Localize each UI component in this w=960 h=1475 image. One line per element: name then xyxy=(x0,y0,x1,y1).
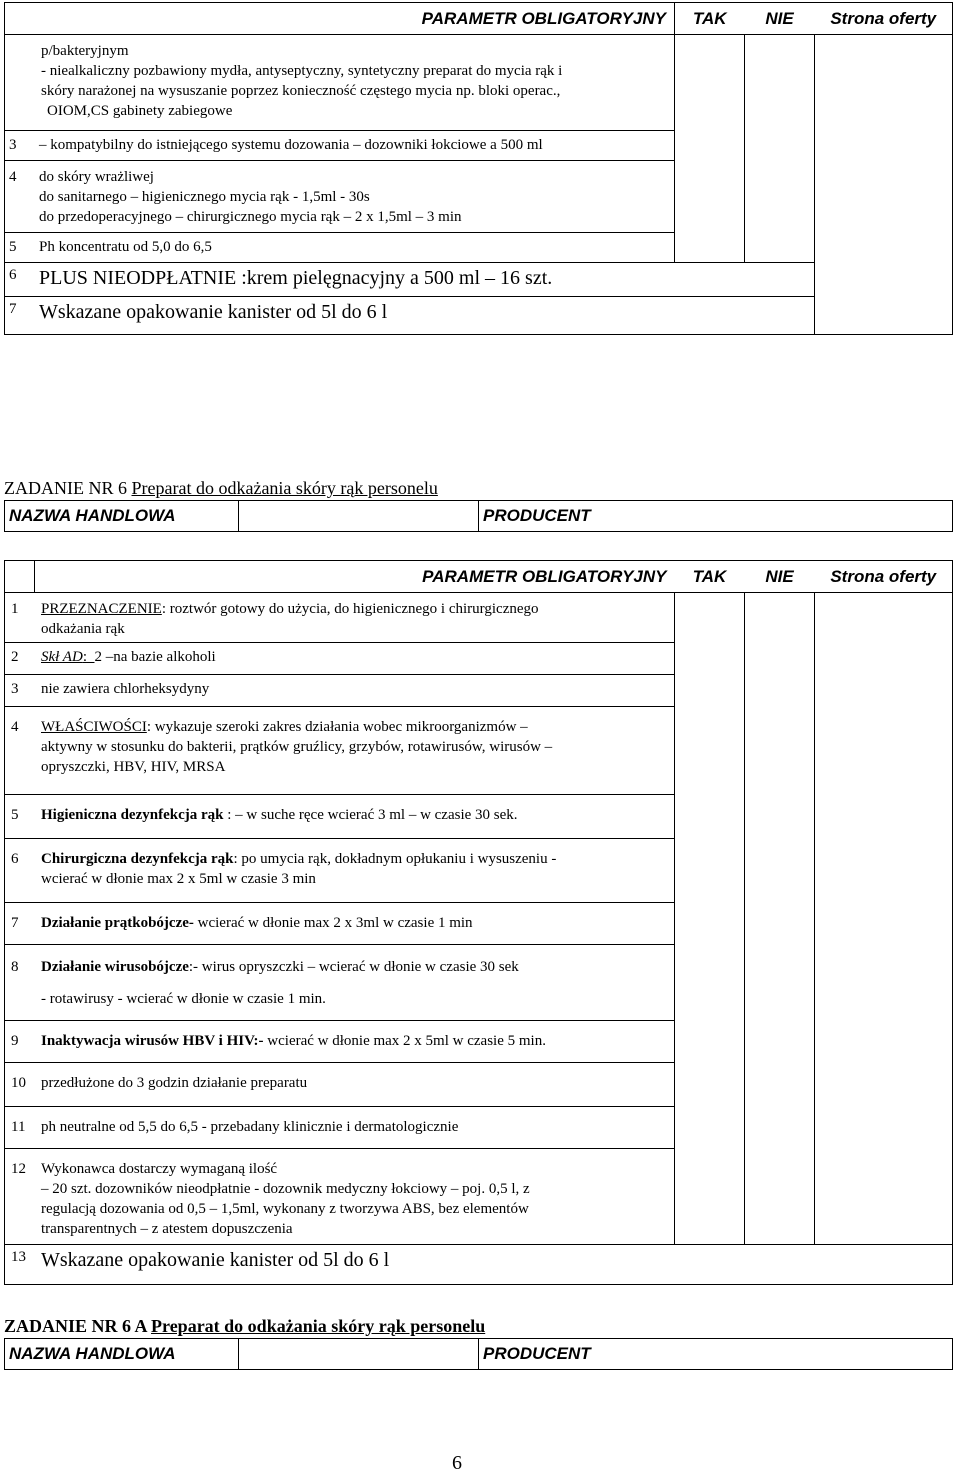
tak-cell xyxy=(675,593,745,1245)
strona-cell xyxy=(815,593,953,1245)
row-label: Chirurgiczna dezynfekcja rąk xyxy=(41,851,234,867)
row-text-line: transparentnych – z atestem dopuszczenia xyxy=(41,1221,293,1237)
header-tak: TAK xyxy=(675,3,745,35)
row-number: 5 xyxy=(9,239,17,255)
row-label: Działanie prątkobójcze- xyxy=(41,915,194,931)
table-2 xyxy=(4,560,953,1285)
cont-line-2: - niealkaliczny pozbawiony mydła, antyseptyczny, syntetyczny preparat do mycia rąk i xyxy=(41,63,563,79)
table-row xyxy=(5,643,675,675)
table-row xyxy=(5,675,675,707)
header-param xyxy=(35,561,675,593)
row-number: 4 xyxy=(9,169,17,185)
row-text-line: odkażania rąk xyxy=(41,621,125,637)
task-6a-name-table xyxy=(4,1338,953,1370)
header-nie: NIE xyxy=(745,3,815,35)
row-text-line: opryszczki, HBV, HIV, MRSA xyxy=(41,759,226,775)
table-row xyxy=(5,593,675,643)
trade-name-value[interactable] xyxy=(239,501,479,532)
strona-cell xyxy=(815,35,953,335)
task-6a-title-prefix: ZADANIE NR 6 A xyxy=(4,1316,152,1336)
task-6-title xyxy=(4,478,438,499)
row-number: 9 xyxy=(11,1033,19,1049)
table-row xyxy=(5,131,675,161)
row-text: : po umycia rąk, dokładnym opłukaniu i wysuszeniu - xyxy=(233,851,557,867)
nie-cell xyxy=(745,593,815,1245)
row-number: 2 xyxy=(11,649,19,665)
page-number: 6 xyxy=(452,1452,462,1474)
row-text-line: aktywny w stosunku do bakterii, prątków gruźlicy, grzybów, rotawirusów, wirusów – xyxy=(41,739,553,755)
row-text: ph neutralne od 5,5 do 6,5 - przebadany klinicznie i dermatologicznie xyxy=(41,1119,459,1135)
row-number: 1 xyxy=(11,601,19,617)
row-text-line: do skóry wrażliwej xyxy=(39,169,154,185)
row-text: : roztwór gotowy do użycia, do higienicznego i chirurgicznego xyxy=(161,601,539,617)
row-number: 12 xyxy=(11,1161,26,1177)
row-number: 5 xyxy=(11,807,19,823)
row-text-line: - rotawirusy - wcierać w dłonie w czasie 1 min. xyxy=(41,991,326,1007)
table-row xyxy=(5,1063,675,1107)
header-strona: Strona oferty xyxy=(815,3,953,35)
header-param-label: PARAMETR OBLIGATORYJNY xyxy=(421,8,666,28)
header-strona: Strona oferty xyxy=(815,561,953,593)
row-text: Wskazane opakowanie kanister od 5l do 6 l xyxy=(41,1249,390,1271)
task-6-name-table xyxy=(4,500,953,532)
row-text: : – w suche ręce wcierać 3 ml – w czasie 30 sek. xyxy=(223,807,518,823)
header-tak: TAK xyxy=(675,561,745,593)
row-label: Higieniczna dezynfekcja rąk xyxy=(41,807,224,823)
table-row xyxy=(5,1245,953,1285)
row-number: 11 xyxy=(11,1119,26,1135)
table-row xyxy=(5,1107,675,1149)
row-text: :- wirus opryszczki – wcierać w dłonie w czasie 30 sek xyxy=(188,959,519,975)
table-row xyxy=(5,233,675,263)
row-number: 3 xyxy=(11,681,19,697)
row-text: 2 –na bazie alkoholi xyxy=(94,649,216,665)
header-param-label: PARAMETR OBLIGATORYJNY xyxy=(422,566,667,586)
table-row xyxy=(5,161,675,233)
trade-name-label: NAZWA HANDLOWA xyxy=(5,501,239,532)
cont-line-4: OIOM,CS gabinety zabiegowe xyxy=(47,103,233,119)
row-number: 10 xyxy=(11,1075,26,1091)
tak-cell xyxy=(675,35,745,263)
header-param xyxy=(35,3,675,35)
table-row xyxy=(5,1149,675,1245)
header-nie: NIE xyxy=(745,561,815,593)
row-text: PLUS NIEODPŁATNIE :krem pielęgnacyjny a 500 ml – 16 szt. xyxy=(39,267,553,289)
table-row xyxy=(5,795,675,839)
header-num-cell xyxy=(5,3,35,35)
row-text-line: do przedoperacyjnego – chirurgicznego mycia rąk – 2 x 1,5ml – 3 min xyxy=(39,209,462,225)
row-label: Działanie wirusobójcze xyxy=(41,959,189,975)
table-1 xyxy=(4,2,953,335)
row-text: nie zawiera chlorheksydyny xyxy=(41,681,210,697)
row-number: 8 xyxy=(11,959,19,975)
nie-cell xyxy=(745,35,815,263)
row-text-line: – 20 szt. dozowników nieodpłatnie - dozownik medyczny łokciowy – poj. 0,5 l, z xyxy=(41,1181,530,1197)
table-row xyxy=(5,263,815,297)
task-6-title-prefix: ZADANIE NR 6 xyxy=(4,478,132,498)
header-num-cell xyxy=(5,561,35,593)
task-6-title-rest: Preparat do odkażania skóry rąk personelu xyxy=(131,478,438,498)
row-text: przedłużone do 3 godzin działanie preparatu xyxy=(41,1075,308,1091)
row-number: 6 xyxy=(9,267,17,283)
row-number: 4 xyxy=(11,719,19,735)
row-text: : wykazuje szeroki zakres działania wobec mikroorganizmów – xyxy=(146,719,528,735)
row-text-line: wcierać w dłonie max 2 x 5ml w czasie 3 min xyxy=(41,871,316,887)
trade-name-label: NAZWA HANDLOWA xyxy=(5,1339,239,1370)
row-text-line: regulacją dozowania od 0,5 – 1,5ml, wykonany z tworzywa ABS, bez elementów xyxy=(41,1201,529,1217)
row-label: PRZEZNACZENIE xyxy=(41,601,162,617)
row-text: wcierać w dłonie max 2 x 3ml w czasie 1 min xyxy=(193,915,473,931)
cont-line-1: p/bakteryjnym xyxy=(41,43,129,59)
row-text: Ph koncentratu od 5,0 do 6,5 xyxy=(39,239,212,255)
row-label-colon: : xyxy=(82,649,87,665)
row-continued xyxy=(5,35,675,131)
task-6a-title xyxy=(4,1316,485,1337)
producer-label: PRODUCENT xyxy=(479,1339,953,1370)
producer-label: PRODUCENT xyxy=(479,501,953,532)
row-text-line: Wykonawca dostarczy wymaganą ilość xyxy=(41,1161,278,1177)
table-row xyxy=(5,1021,675,1063)
table-row xyxy=(5,839,675,903)
row-text: wcierać w dłonie max 2 x 5ml w czasie 5 min. xyxy=(263,1033,546,1049)
row-number: 13 xyxy=(11,1249,26,1265)
row-number: 3 xyxy=(9,137,17,153)
row-text: Wskazane opakowanie kanister od 5l do 6 l xyxy=(39,301,388,323)
table-row xyxy=(5,297,815,335)
row-text-line: do sanitarnego – higienicznego mycia rąk - 1,5ml - 30s xyxy=(39,189,370,205)
row-label: Inaktywacja wirusów HBV i HIV:- xyxy=(41,1033,264,1049)
row-text: – kompatybilny do istniejącego systemu dozowania – dozowniki łokciowe a 500 ml xyxy=(39,137,543,153)
task-6a-title-rest: Preparat do odkażania skóry rąk personelu xyxy=(151,1316,486,1336)
row-number: 6 xyxy=(11,851,19,867)
cont-line-3: skóry narażonej na wysuszanie poprzez konieczność częstego mycia np. bloki operac., xyxy=(41,83,561,99)
row-label: Skł AD xyxy=(41,649,83,665)
row-number: 7 xyxy=(9,301,17,317)
row-number: 7 xyxy=(11,915,19,931)
table-row xyxy=(5,903,675,945)
trade-name-value[interactable] xyxy=(239,1339,479,1370)
row-label: WŁAŚCIWOŚCI xyxy=(41,719,147,735)
table-row xyxy=(5,707,675,795)
table-row xyxy=(5,945,675,1021)
